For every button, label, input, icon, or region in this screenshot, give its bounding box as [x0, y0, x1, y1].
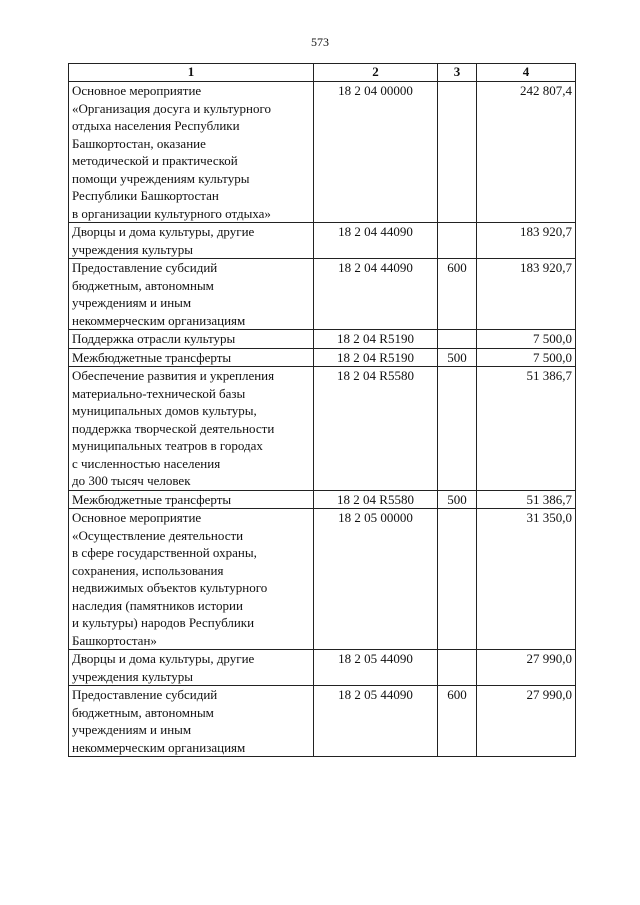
table-header-row [69, 64, 576, 82]
row-name-cell [69, 348, 314, 367]
row-code-cell: 18 2 04 R5190 [314, 348, 438, 367]
row-name-line: Основное мероприятие [72, 510, 202, 525]
row-name-line: учреждениям и иным [72, 295, 192, 310]
row-name-line: в организации культурного отдыха» [72, 205, 271, 221]
row-type-cell [438, 330, 477, 349]
row-name-line: Башкортостан» [72, 632, 157, 648]
table-row [69, 348, 576, 367]
row-type-cell: 600 [438, 686, 477, 757]
row-code-cell: 18 2 04 44090 [314, 223, 438, 259]
row-sum-cell: 27 990,0 [477, 650, 576, 686]
row-code-cell: 18 2 05 00000 [314, 509, 438, 650]
table-body [69, 82, 576, 757]
row-name-cell [69, 223, 314, 259]
budget-table [68, 63, 576, 757]
row-name-line: поддержка творческой деятельности [72, 420, 275, 436]
row-sum-cell: 242 807,4 [477, 82, 576, 223]
row-type-cell [438, 82, 477, 223]
row-code-cell: 18 2 04 R5580 [314, 490, 438, 509]
row-name-line: учреждениям и иным [72, 722, 192, 737]
row-name-line: Межбюджетные трансферты [72, 491, 232, 507]
row-name-cell [69, 259, 314, 330]
row-name-line: Дворцы и дома культуры, другие [72, 651, 255, 666]
row-type-cell: 500 [438, 348, 477, 367]
table-row [69, 686, 576, 757]
page-number: 573 [311, 35, 329, 49]
table-row [69, 82, 576, 223]
row-name-line: материально-технической базы [72, 385, 246, 401]
row-type-cell [438, 509, 477, 650]
table-row [69, 259, 576, 330]
row-type-cell: 600 [438, 259, 477, 330]
row-sum-cell: 51 386,7 [477, 490, 576, 509]
row-name-line: методической и практической [72, 153, 238, 168]
row-name-line: некоммерческим организациям [72, 739, 246, 755]
row-sum-cell: 7 500,0 [477, 330, 576, 349]
row-name-line: Поддержка отрасли культуры [72, 331, 236, 346]
row-name-line: в сфере государственной охраны, [72, 545, 257, 560]
row-name-line: «Осуществление деятельности [72, 527, 244, 543]
row-name-line: Предоставление субсидий [72, 260, 218, 275]
row-sum-cell: 183 920,7 [477, 259, 576, 330]
column-header-2: 2 [314, 64, 438, 82]
row-sum-cell: 51 386,7 [477, 367, 576, 491]
row-name-line: некоммерческим организациям [72, 312, 246, 328]
row-name-line: Дворцы и дома культуры, другие [72, 224, 255, 239]
row-name-cell [69, 330, 314, 349]
row-type-cell [438, 223, 477, 259]
row-name-line: Межбюджетные трансферты [72, 349, 232, 365]
row-name-line: наследия (памятников истории [72, 597, 243, 613]
row-sum-cell: 7 500,0 [477, 348, 576, 367]
row-name-line: недвижимых объектов культурного [72, 580, 268, 595]
row-code-cell: 18 2 04 44090 [314, 259, 438, 330]
row-name-line: Республики Башкортостан [72, 188, 219, 203]
row-name-cell [69, 650, 314, 686]
row-name-line: помощи учреждениям культуры [72, 170, 250, 186]
row-code-cell: 18 2 04 00000 [314, 82, 438, 223]
row-name-line: муниципальных театров в городах [72, 438, 263, 453]
row-sum-cell: 27 990,0 [477, 686, 576, 757]
table-row [69, 509, 576, 650]
row-name-line: Предоставление субсидий [72, 687, 218, 702]
row-name-line: бюджетным, автономным [72, 277, 214, 293]
column-header-4: 4 [477, 64, 576, 82]
table-row [69, 330, 576, 349]
row-name-cell [69, 367, 314, 491]
row-name-line: Башкортостан, оказание [72, 135, 206, 151]
row-code-cell: 18 2 04 R5190 [314, 330, 438, 349]
row-name-line: Основное мероприятие [72, 83, 202, 98]
row-name-cell [69, 686, 314, 757]
row-name-line: Обеспечение развития и укрепления [72, 368, 275, 383]
row-name-line: муниципальных домов культуры, [72, 403, 257, 418]
row-code-cell: 18 2 05 44090 [314, 686, 438, 757]
row-type-cell: 500 [438, 490, 477, 509]
row-name-line: до 300 тысяч человек [72, 473, 191, 488]
table-row [69, 367, 576, 491]
row-name-cell [69, 509, 314, 650]
table-row [69, 490, 576, 509]
row-code-cell: 18 2 05 44090 [314, 650, 438, 686]
row-code-cell: 18 2 04 R5580 [314, 367, 438, 491]
row-type-cell [438, 367, 477, 491]
row-name-line: сохранения, использования [72, 562, 224, 578]
row-name-line: учреждения культуры [72, 668, 194, 684]
row-name-line: бюджетным, автономным [72, 704, 214, 720]
row-name-cell [69, 490, 314, 509]
table-row [69, 223, 576, 259]
row-name-line: и культуры) народов Республики [72, 615, 255, 630]
row-type-cell [438, 650, 477, 686]
row-name-line: учреждения культуры [72, 241, 194, 257]
row-name-line: с численностью населения [72, 455, 221, 471]
column-header-3: 3 [438, 64, 477, 82]
row-name-line: отдыха населения Республики [72, 118, 240, 133]
row-name-line: «Организация досуга и культурного [72, 100, 272, 116]
row-sum-cell: 31 350,0 [477, 509, 576, 650]
row-name-cell [69, 82, 314, 223]
table-row [69, 650, 576, 686]
row-sum-cell: 183 920,7 [477, 223, 576, 259]
column-header-1: 1 [69, 64, 314, 82]
